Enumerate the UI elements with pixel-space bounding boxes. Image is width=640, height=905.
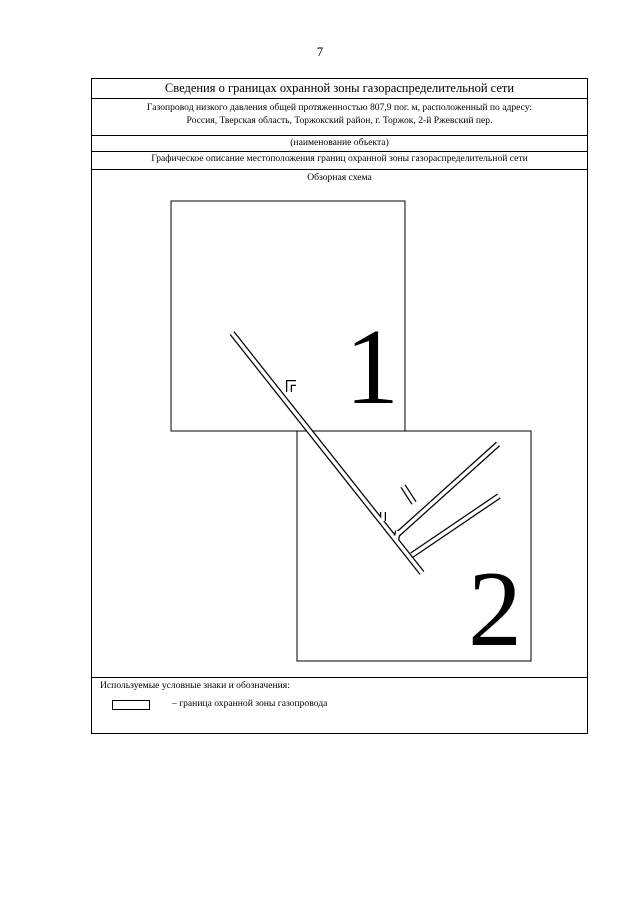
document-title: Сведения о границах охранной зоны газораспределительной сети xyxy=(164,81,515,95)
sheet-2-label: 2 xyxy=(468,550,522,669)
overview-scheme-caption: Обзорная схема xyxy=(307,172,372,183)
object-name-caption: (наименование объекта) xyxy=(290,137,389,148)
legend-title: Используемые условные знаки и обозначения: xyxy=(100,680,290,691)
page-number: 7 xyxy=(316,44,324,59)
sheet-1-label: 1 xyxy=(345,308,399,427)
graphic-description-heading: Графическое описание местоположения границ охранной зоны газораспределительной сети xyxy=(151,153,528,164)
description-line-1: Газопровод низкого давления общей протяженностью 807,9 пог. м, расположенный по адресу: xyxy=(146,102,533,113)
description-line-2: Россия, Тверская область, Торжокский район, г. Торжок, 2-й Ржевский пер. xyxy=(186,115,493,126)
legend-item-label: – граница охранной зоны газопровода xyxy=(172,698,328,709)
